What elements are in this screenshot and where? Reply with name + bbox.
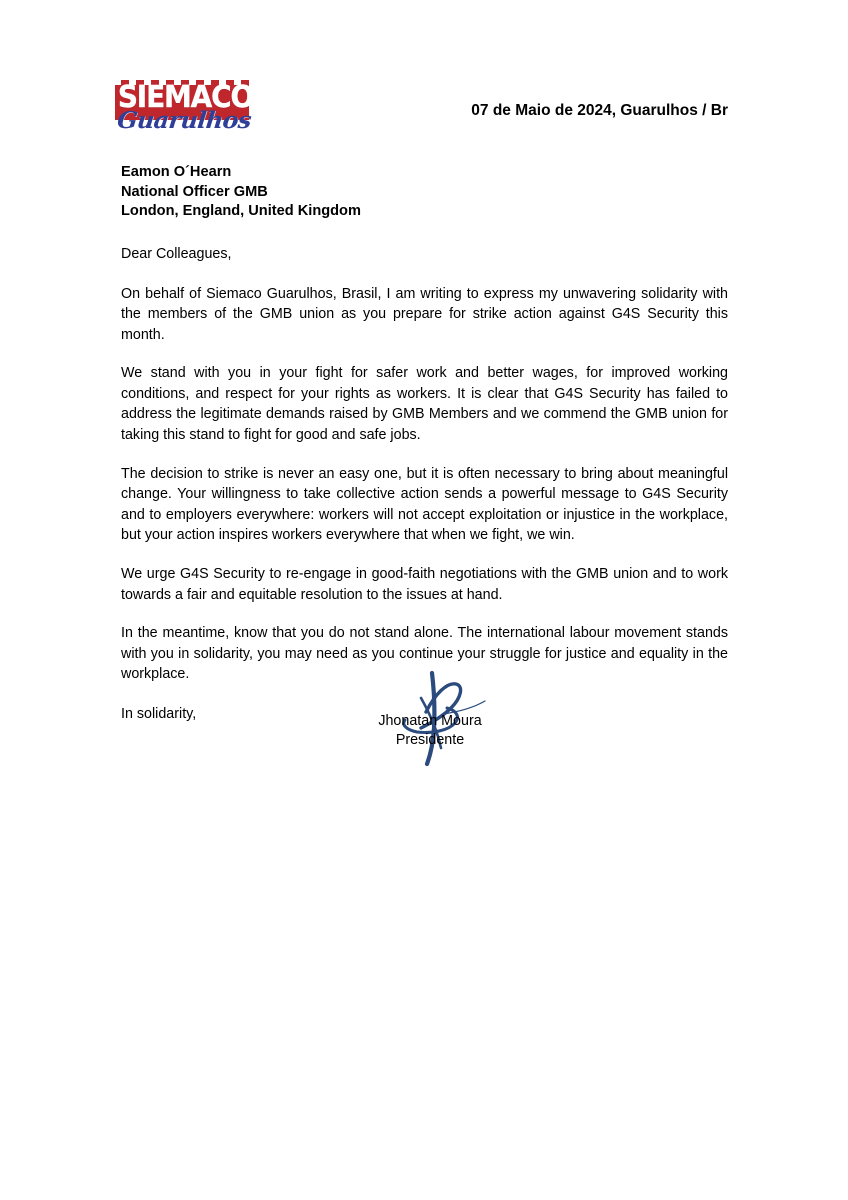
logo-wordmark: SIEMACO: [117, 80, 254, 115]
logo-script-guarulhos: Guarulhos: [115, 107, 253, 134]
letter-paragraph-4: We urge G4S Security to re-engage in good-faith negotiations with the GMB union and to work towards a fair and equitable resolution to the issues at hand.: [121, 566, 728, 603]
recipient-address: [121, 163, 728, 222]
recipient-title: National Officer GMB: [121, 183, 268, 200]
letter-header: [0, 0, 848, 155]
signatory-name: Jhonatan Moura: [378, 713, 482, 729]
letter-date: 07 de Maio de 2024, Guarulhos / Br: [471, 102, 728, 119]
signatory: [330, 712, 530, 750]
signature-block: [330, 668, 530, 768]
letter-paragraph-5: In the meantime, know that you do not stand alone. The international labour movement stands with you in solidarity, you may need as you continue your struggle for justice and equality in the workplace.: [121, 625, 728, 683]
recipient-location: London, England, United Kingdom: [121, 203, 361, 219]
siemaco-guarulhos-logo: [113, 76, 254, 146]
salutation: Dear Colleagues,: [121, 245, 232, 262]
letter-paragraph-3: The decision to strike is never an easy one, but it is often necessary to bring about meaningful change. Your willingness to take collective action sends a powerful message to G4S Security and to employers everywhere: workers will not accept exploitation or injustice in the workplace, but your action inspires workers everywhere that when we fight, we win.: [121, 465, 728, 544]
closing-line: In solidarity,: [121, 706, 197, 722]
letter-body: [121, 163, 728, 724]
signatory-role: Presidente: [395, 732, 465, 748]
recipient-name: Eamon O´Hearn: [121, 164, 232, 180]
letter-paragraph-1: On behalf of Siemaco Guarulhos, Brasil, I am writing to express my unwavering solidarity with the members of the GMB union as you prepare for strike action against G4S Security this month.: [121, 285, 728, 343]
letter-paragraph-2: We stand with you in your fight for safer work and better wages, for improved working conditions, and respect for your rights as workers. It is clear that G4S Security has failed to address the legitimate demands raised by GMB Members and we commend the GMB union for taking this stand to fight for good and safe jobs.: [121, 365, 728, 444]
